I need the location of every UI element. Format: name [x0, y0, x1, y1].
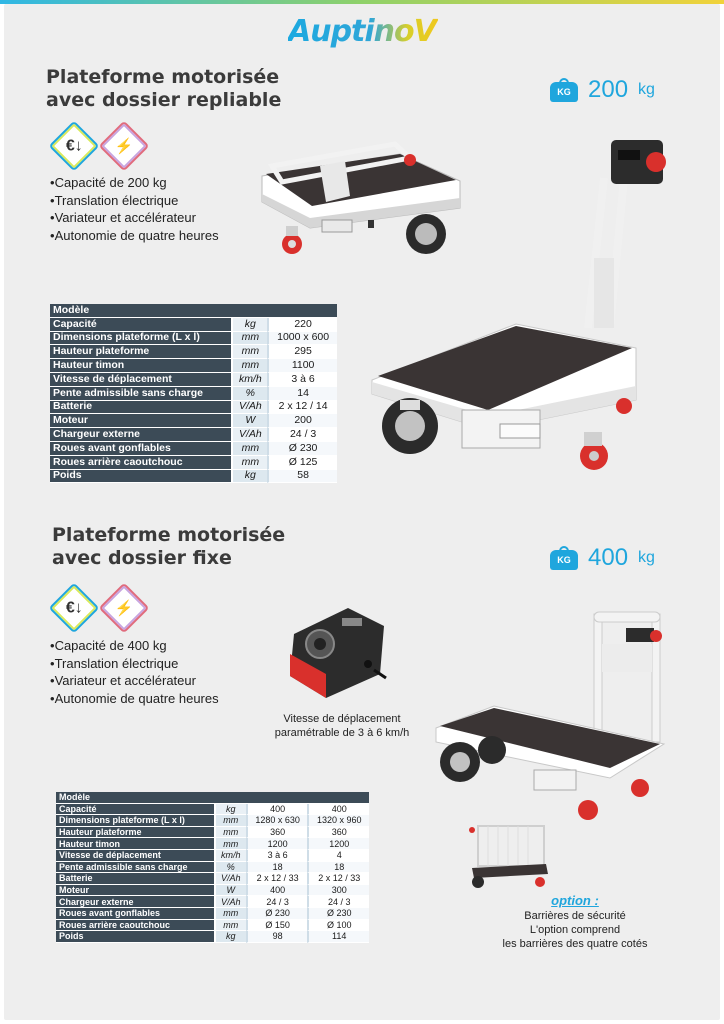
row-unit: % [231, 387, 267, 401]
euro-icon: €↓ [49, 583, 100, 634]
feature-item: • Translation électrique [50, 655, 219, 673]
row-value: 400 [246, 804, 308, 816]
table-header-unit [214, 792, 246, 804]
product2-title-line1: Plateforme motorisée [52, 524, 286, 546]
table-row [56, 804, 369, 816]
row-value: 1200 [246, 838, 308, 850]
row-label: Roues arrière caoutchouc [56, 920, 214, 932]
feature-item: • Translation électrique [50, 192, 219, 210]
row-value: Ø 230 [307, 908, 369, 920]
product1-title [46, 66, 281, 112]
operator-icon: ⚡ [99, 583, 150, 634]
row-value: 400 [307, 804, 369, 816]
option-title: option : [551, 893, 599, 908]
row-unit: kg [231, 318, 267, 332]
platform-image [366, 138, 674, 478]
row-unit: kg [214, 804, 246, 816]
row-label: Moteur [50, 414, 231, 428]
table-row [56, 920, 369, 932]
table-row [56, 873, 369, 885]
row-value: 3 à 6 [267, 373, 337, 387]
row-unit: km/h [214, 850, 246, 862]
feature-item: • Capacité de 200 kg [50, 174, 219, 192]
row-label: Pente admissible sans charge [50, 387, 231, 401]
row-value: 295 [267, 345, 337, 359]
row-unit: mm [231, 442, 267, 456]
row-unit: mm [214, 827, 246, 839]
controller-caption-line2: paramétrable de 3 à 6 km/h [274, 727, 410, 739]
row-label: Batterie [50, 401, 231, 415]
row-value: 1280 x 630 [246, 815, 308, 827]
weight-icon: KG [550, 546, 578, 570]
table-row [50, 401, 337, 415]
row-unit: V/Ah [231, 428, 267, 442]
row-value: 1320 x 960 [307, 815, 369, 827]
row-unit: V/Ah [214, 896, 246, 908]
row-label: Hauteur timon [56, 838, 214, 850]
product2-capacity [550, 544, 655, 572]
row-value: 114 [307, 931, 369, 943]
row-label: Vitesse de déplacement [50, 373, 231, 387]
row-unit: mm [231, 456, 267, 470]
fixed-platform-image [434, 610, 670, 826]
product1-capacity-unit: kg [638, 81, 655, 98]
row-value: 400 [246, 885, 308, 897]
row-label: Vitesse de déplacement [56, 850, 214, 862]
table-header-value [267, 304, 337, 318]
row-label: Roues avant gonflables [50, 442, 231, 456]
row-label: Poids [56, 931, 214, 943]
row-value: 18 [307, 862, 369, 874]
row-label: Hauteur timon [50, 359, 231, 373]
row-value: 14 [267, 387, 337, 401]
row-label: Hauteur plateforme [50, 345, 231, 359]
table-header-model: Modèle [50, 304, 231, 318]
weight-icon: KG [550, 78, 578, 102]
row-unit: mm [214, 815, 246, 827]
row-value: 24 / 3 [307, 896, 369, 908]
table-header-model: Modèle [56, 792, 214, 804]
table-row [56, 838, 369, 850]
row-label: Poids [50, 470, 231, 484]
table-row [50, 470, 337, 484]
table-header-row [50, 304, 337, 318]
row-label: Roues avant gonflables [56, 908, 214, 920]
table-row [50, 456, 337, 470]
option-line3: les barrières des quatre cotés [502, 938, 648, 950]
row-label: Batterie [56, 873, 214, 885]
row-unit: W [231, 414, 267, 428]
product1-features [50, 174, 219, 244]
row-value: 1000 x 600 [267, 332, 337, 346]
feature-item: • Variateur et accélérateur [50, 672, 219, 690]
table-row [56, 862, 369, 874]
row-unit: W [214, 885, 246, 897]
row-label: Capacité [56, 804, 214, 816]
row-value: 18 [246, 862, 308, 874]
feature-item: • Variateur et accélérateur [50, 209, 219, 227]
brand-logo: AuptinoV [288, 14, 438, 54]
controller-image [286, 604, 390, 700]
row-value: Ø 230 [267, 442, 337, 456]
row-label: Dimensions plateforme (L x l) [56, 815, 214, 827]
row-value: 58 [267, 470, 337, 484]
feature-item: • Autonomie de quatre heures [50, 690, 219, 708]
row-label: Moteur [56, 885, 214, 897]
row-value: 360 [246, 827, 308, 839]
option-line2: L'option comprend [529, 924, 621, 936]
table-row [50, 442, 337, 456]
row-unit: % [214, 862, 246, 874]
row-label: Pente admissible sans charge [56, 862, 214, 874]
row-value: 220 [267, 318, 337, 332]
table-row [56, 827, 369, 839]
row-value: 24 / 3 [267, 428, 337, 442]
row-unit: kg [214, 931, 246, 943]
table-header-unit [231, 304, 267, 318]
row-value: 2 x 12 / 33 [246, 873, 308, 885]
row-value: 1100 [267, 359, 337, 373]
row-value: Ø 150 [246, 920, 308, 932]
option-line1: Barrières de sécurité [524, 910, 626, 922]
table-row [56, 896, 369, 908]
table-row [56, 850, 369, 862]
row-unit: mm [214, 908, 246, 920]
row-label: Chargeur externe [56, 896, 214, 908]
row-value: 1200 [307, 838, 369, 850]
row-label: Hauteur plateforme [56, 827, 214, 839]
row-value: 2 x 12 / 14 [267, 401, 337, 415]
row-unit: mm [214, 920, 246, 932]
table-row [50, 359, 337, 373]
feature-item: • Autonomie de quatre heures [50, 227, 219, 245]
row-unit: mm [231, 359, 267, 373]
product1-spec-table [50, 304, 337, 483]
row-value: 24 / 3 [246, 896, 308, 908]
product2-capacity-value: 400 [588, 544, 629, 571]
row-label: Capacité [50, 318, 231, 332]
product1-title-line1: Plateforme motorisée [46, 66, 280, 88]
row-unit: kg [231, 470, 267, 484]
table-row [50, 345, 337, 359]
product1-capacity-value: 200 [588, 76, 629, 103]
row-unit: km/h [231, 373, 267, 387]
table-row [50, 332, 337, 346]
table-row [56, 908, 369, 920]
controller-caption-line1: Vitesse de déplacement [283, 713, 401, 725]
row-value: 2 x 12 / 33 [307, 873, 369, 885]
product2-features [50, 637, 219, 707]
table-row [50, 373, 337, 387]
row-value: Ø 230 [246, 908, 308, 920]
option-description [480, 909, 670, 951]
row-value: 98 [246, 931, 308, 943]
row-label: Roues arrière caoutchouc [50, 456, 231, 470]
row-unit: V/Ah [214, 873, 246, 885]
table-row [50, 414, 337, 428]
row-unit: mm [214, 838, 246, 850]
row-unit: V/Ah [231, 401, 267, 415]
feature-item: • Capacité de 400 kg [50, 637, 219, 655]
row-value: 4 [307, 850, 369, 862]
row-value: Ø 100 [307, 920, 369, 932]
table-header-value-1 [246, 792, 308, 804]
operator-icon: ⚡ [99, 121, 150, 172]
table-row [56, 931, 369, 943]
table-row [50, 318, 337, 332]
row-value: 360 [307, 827, 369, 839]
product2-spec-table [56, 792, 369, 943]
safety-barriers-image [468, 820, 552, 894]
product2-capacity-unit: kg [638, 549, 655, 566]
table-header-value-2 [307, 792, 369, 804]
row-value: 3 à 6 [246, 850, 308, 862]
product1-capacity [550, 76, 655, 104]
product2-title-line2: avec dossier fixe [52, 547, 232, 569]
table-row [50, 428, 337, 442]
product1-title-line2: avec dossier repliable [46, 89, 282, 111]
controller-caption [252, 712, 432, 740]
row-value: Ø 125 [267, 456, 337, 470]
row-label: Dimensions plateforme (L x l) [50, 332, 231, 346]
table-row [56, 885, 369, 897]
table-row [56, 815, 369, 827]
row-value: 300 [307, 885, 369, 897]
table-header-row [56, 792, 369, 804]
row-unit: mm [231, 332, 267, 346]
table-row [50, 387, 337, 401]
row-value: 200 [267, 414, 337, 428]
euro-icon: €↓ [49, 121, 100, 172]
product2-title [52, 524, 285, 570]
row-label: Chargeur externe [50, 428, 231, 442]
row-unit: mm [231, 345, 267, 359]
